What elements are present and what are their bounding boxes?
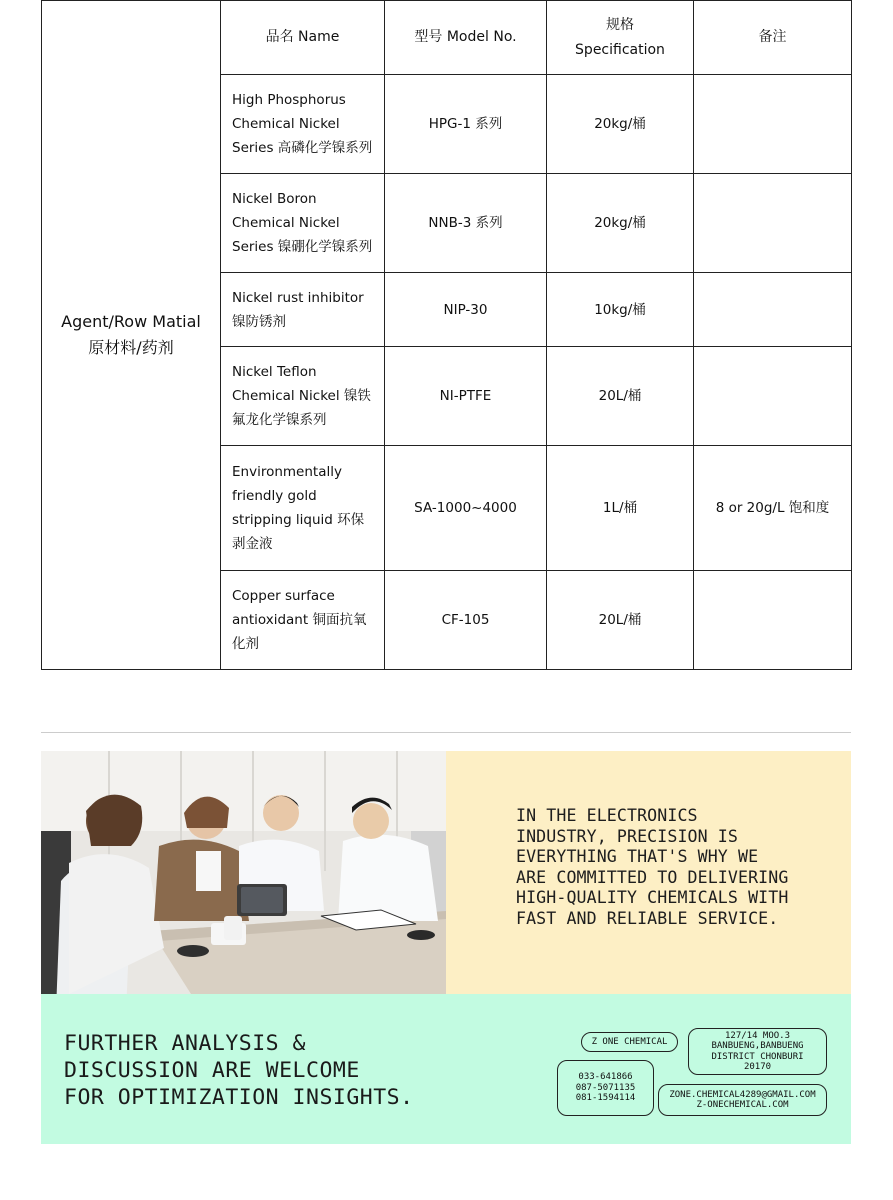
header-name: 品名 Name [221, 1, 385, 75]
product-name-line: friendly gold [232, 488, 317, 504]
product-name-line: Nickel Boron [232, 191, 317, 207]
product-name [221, 273, 385, 347]
quote-line: IN THE ELECTRONICS [516, 806, 698, 825]
product-name-line: antioxidant 铜面抗氧 [232, 612, 367, 628]
product-name-line: 氟龙化学镍系列 [232, 412, 327, 428]
table-header-row [42, 1, 852, 75]
quote-line: ARE COMMITTED TO DELIVERING [516, 867, 789, 887]
phone-pill [557, 1060, 654, 1116]
email-address[interactable]: ZONE.CHEMICAL4289@GMAIL.COM [669, 1089, 816, 1100]
note [694, 174, 852, 273]
product-name-line: Environmentally [232, 464, 342, 480]
header-spec [547, 1, 694, 75]
product-name [221, 75, 385, 174]
company-name-pill [581, 1032, 678, 1052]
product-name-line: Chemical Nickel [232, 116, 340, 132]
team-meeting-photo [41, 751, 446, 994]
company-name: Z ONE CHEMICAL [591, 1036, 668, 1047]
quote-line: HIGH-QUALITY CHEMICALS WITH [516, 888, 789, 908]
quote-line: EVERYTHING THAT'S WHY WE [516, 847, 759, 867]
product-name-line: 剥金液 [232, 536, 273, 552]
product-name-line: Copper surface [232, 588, 335, 604]
model-number: SA-1000~4000 [385, 446, 547, 571]
specification: 20kg/桶 [547, 75, 694, 174]
product-name-line: Chemical Nickel [232, 215, 340, 231]
header-note: 备注 [694, 1, 852, 75]
product-name [221, 174, 385, 273]
model-number: HPG-1 系列 [385, 75, 547, 174]
note [694, 347, 852, 446]
footer-headline [64, 1030, 544, 1111]
note [694, 273, 852, 347]
model-number: NNB-3 系列 [385, 174, 547, 273]
specification: 20L/桶 [547, 347, 694, 446]
address-pill [688, 1028, 827, 1075]
phone-number: 081-1594114 [575, 1093, 636, 1104]
product-name [221, 347, 385, 446]
category-cell [42, 1, 221, 670]
phone-number: 087-5071135 [575, 1082, 636, 1093]
product-name-line: Series 镍硼化学镍系列 [232, 239, 373, 255]
product-name-line: High Phosphorus [232, 92, 346, 108]
section-divider [41, 732, 851, 733]
product-name-line: Nickel Teflon [232, 364, 317, 380]
address-line: BANBUENG,BANBUENG [711, 1041, 804, 1051]
note [694, 571, 852, 670]
headline-line: FOR OPTIMIZATION INSIGHTS. [64, 1085, 414, 1110]
product-name-line: Chemical Nickel 镍铁 [232, 388, 371, 404]
specification: 1L/桶 [547, 446, 694, 571]
model-number: CF-105 [385, 571, 547, 670]
product-name [221, 571, 385, 670]
product-name-line: stripping liquid 环保 [232, 512, 365, 528]
note: 8 or 20g/L 饱和度 [694, 446, 852, 571]
note [694, 75, 852, 174]
product-name-line: Nickel rust inhibitor [232, 289, 364, 306]
quote-panel [446, 751, 851, 994]
model-number: NIP-30 [385, 273, 547, 347]
email-web-pill [658, 1084, 827, 1116]
headline-line: DISCUSSION ARE WELCOME [64, 1058, 360, 1083]
website-url[interactable]: Z-ONECHEMICAL.COM [696, 1100, 789, 1110]
phone-number: 033-641866 [578, 1072, 633, 1083]
address-line: 20170 [743, 1062, 772, 1072]
category-label-zh: 原材料/药剂 [88, 338, 174, 357]
address-line: DISTRICT CHONBURI [711, 1051, 804, 1062]
product-name-line: 镍防锈剂 [232, 313, 286, 330]
team-meeting-photo-icon [41, 751, 446, 994]
header-spec-en: Specification [575, 41, 665, 58]
product-name-line: Series 高磷化学镍系列 [232, 140, 373, 156]
quote-line: INDUSTRY, PRECISION IS [516, 826, 738, 846]
model-number: NI-PTFE [385, 347, 547, 446]
contact-footer [41, 994, 851, 1144]
product-name-line: 化剂 [232, 636, 259, 652]
specification: 20kg/桶 [547, 174, 694, 273]
header-model: 型号 Model No. [385, 1, 547, 75]
product-name [221, 446, 385, 571]
specification: 10kg/桶 [547, 273, 694, 347]
specification: 20L/桶 [547, 571, 694, 670]
category-label-en: Agent/Row Matial [61, 312, 201, 331]
header-spec-zh: 规格 [606, 16, 634, 33]
mission-quote [516, 806, 836, 930]
headline-line: FURTHER ANALYSIS & [64, 1031, 306, 1056]
quote-line: FAST AND RELIABLE SERVICE. [516, 908, 779, 928]
product-spec-table [41, 0, 852, 670]
address-line: 127/14 MOO.3 [724, 1030, 791, 1041]
